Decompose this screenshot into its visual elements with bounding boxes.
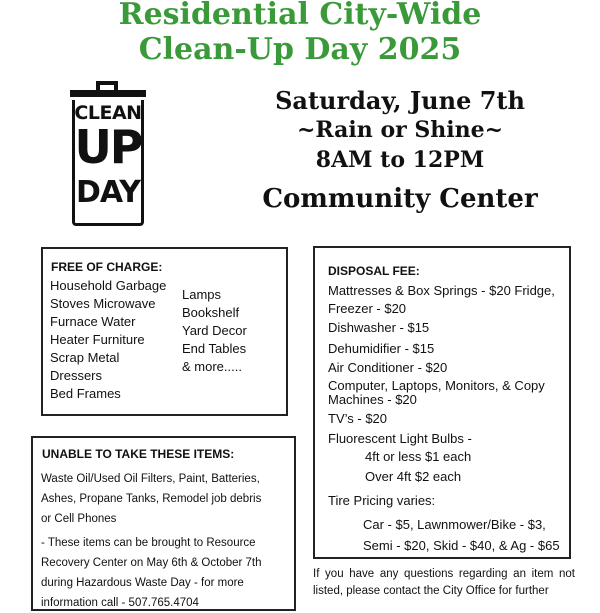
free-heading: FREE OF CHARGE:: [51, 260, 163, 274]
free-item: Household Garbage: [50, 278, 167, 293]
fee-tv: TV’s - $20: [328, 411, 388, 426]
free-item: Yard Decor: [182, 323, 247, 338]
unable-line: or Cell Phones: [41, 513, 117, 525]
fee-line: Freezer - $20: [328, 301, 407, 316]
unable-heading: UNABLE TO TAKE THESE ITEMS:: [42, 447, 235, 461]
fee-tire-line-2: Semi - $20, Skid - $40, & Ag - $65: [363, 538, 560, 553]
event-location: Community Center: [262, 184, 538, 214]
logo-text-clean: CLEAN: [74, 102, 142, 124]
fee-heading: DISPOSAL FEE:: [328, 264, 420, 278]
logo-text-day: DAY: [76, 175, 140, 210]
page-title-line-2: Clean-Up Day 2025: [138, 32, 462, 67]
unable-note-line: during Hazardous Waste Day - for more: [41, 577, 244, 589]
fee-dishwasher: Dishwasher - $15: [328, 320, 430, 335]
fee-line: Mattresses & Box Springs - $20 Fridge,: [328, 283, 555, 298]
free-item: Scrap Metal: [50, 350, 120, 365]
free-item: Bookshelf: [182, 305, 240, 320]
page-title-line-1: Residential City-Wide: [118, 0, 482, 32]
free-item: Furnace Water: [50, 314, 136, 329]
contact-note: If you have any questions regarding an item not listed, please contact the City Office for further: [313, 568, 575, 597]
unable-note: [41, 533, 262, 613]
free-item: Stoves Microwave: [50, 296, 156, 311]
free-list-left: [50, 277, 166, 403]
event-date: Saturday, June 7th: [275, 86, 525, 115]
fee-line: Machines - $20: [328, 392, 417, 407]
fee-mattress: [328, 282, 555, 318]
clean-up-day-logo: [68, 78, 148, 228]
event-weather: ~Rain or Shine~: [296, 117, 504, 143]
unable-line: Ashes, Propane Tanks, Remodel job debris: [41, 493, 262, 505]
event-time: 8AM to 12PM: [315, 147, 485, 173]
fee-bulbs-small: 4ft or less $1 each: [365, 449, 472, 464]
disposal-fee-box: [313, 246, 571, 559]
fee-bulbs-large: Over 4ft $2 each: [365, 469, 462, 484]
trash-can-lid: [70, 90, 146, 97]
fee-air-conditioner: Air Conditioner - $20: [328, 360, 448, 375]
free-item: Heater Furniture: [50, 332, 145, 347]
free-item: Lamps: [182, 287, 222, 302]
unable-line: Waste Oil/Used Oil Filters, Paint, Batteries,: [41, 473, 260, 485]
unable-note-line: Recovery Center on May 6th & October 7th: [41, 557, 262, 569]
free-item: End Tables: [182, 341, 247, 356]
free-item: Dressers: [50, 368, 103, 383]
free-item: & more.....: [182, 359, 242, 374]
fee-tire-line-1: Car - $5, Lawnmower/Bike - $3,: [363, 517, 546, 532]
fee-computer: [328, 379, 545, 407]
free-of-charge-box: [41, 247, 288, 416]
logo-text-up: UP: [74, 120, 142, 174]
fee-bulbs: Fluorescent Light Bulbs -: [328, 431, 472, 446]
free-item: Bed Frames: [50, 386, 121, 401]
unable-note-line: information call - 507.765.4704: [41, 597, 199, 609]
free-list-right: [182, 286, 247, 376]
unable-note-line: - These items can be brought to Resource: [41, 537, 256, 549]
fee-dehumidifier: Dehumidifier - $15: [328, 341, 435, 356]
unable-items: [41, 469, 261, 529]
unable-to-take-box: [31, 436, 296, 611]
fee-tire-heading: Tire Pricing varies:: [328, 493, 436, 508]
fee-line: Computer, Laptops, Monitors, & Copy: [328, 378, 545, 393]
